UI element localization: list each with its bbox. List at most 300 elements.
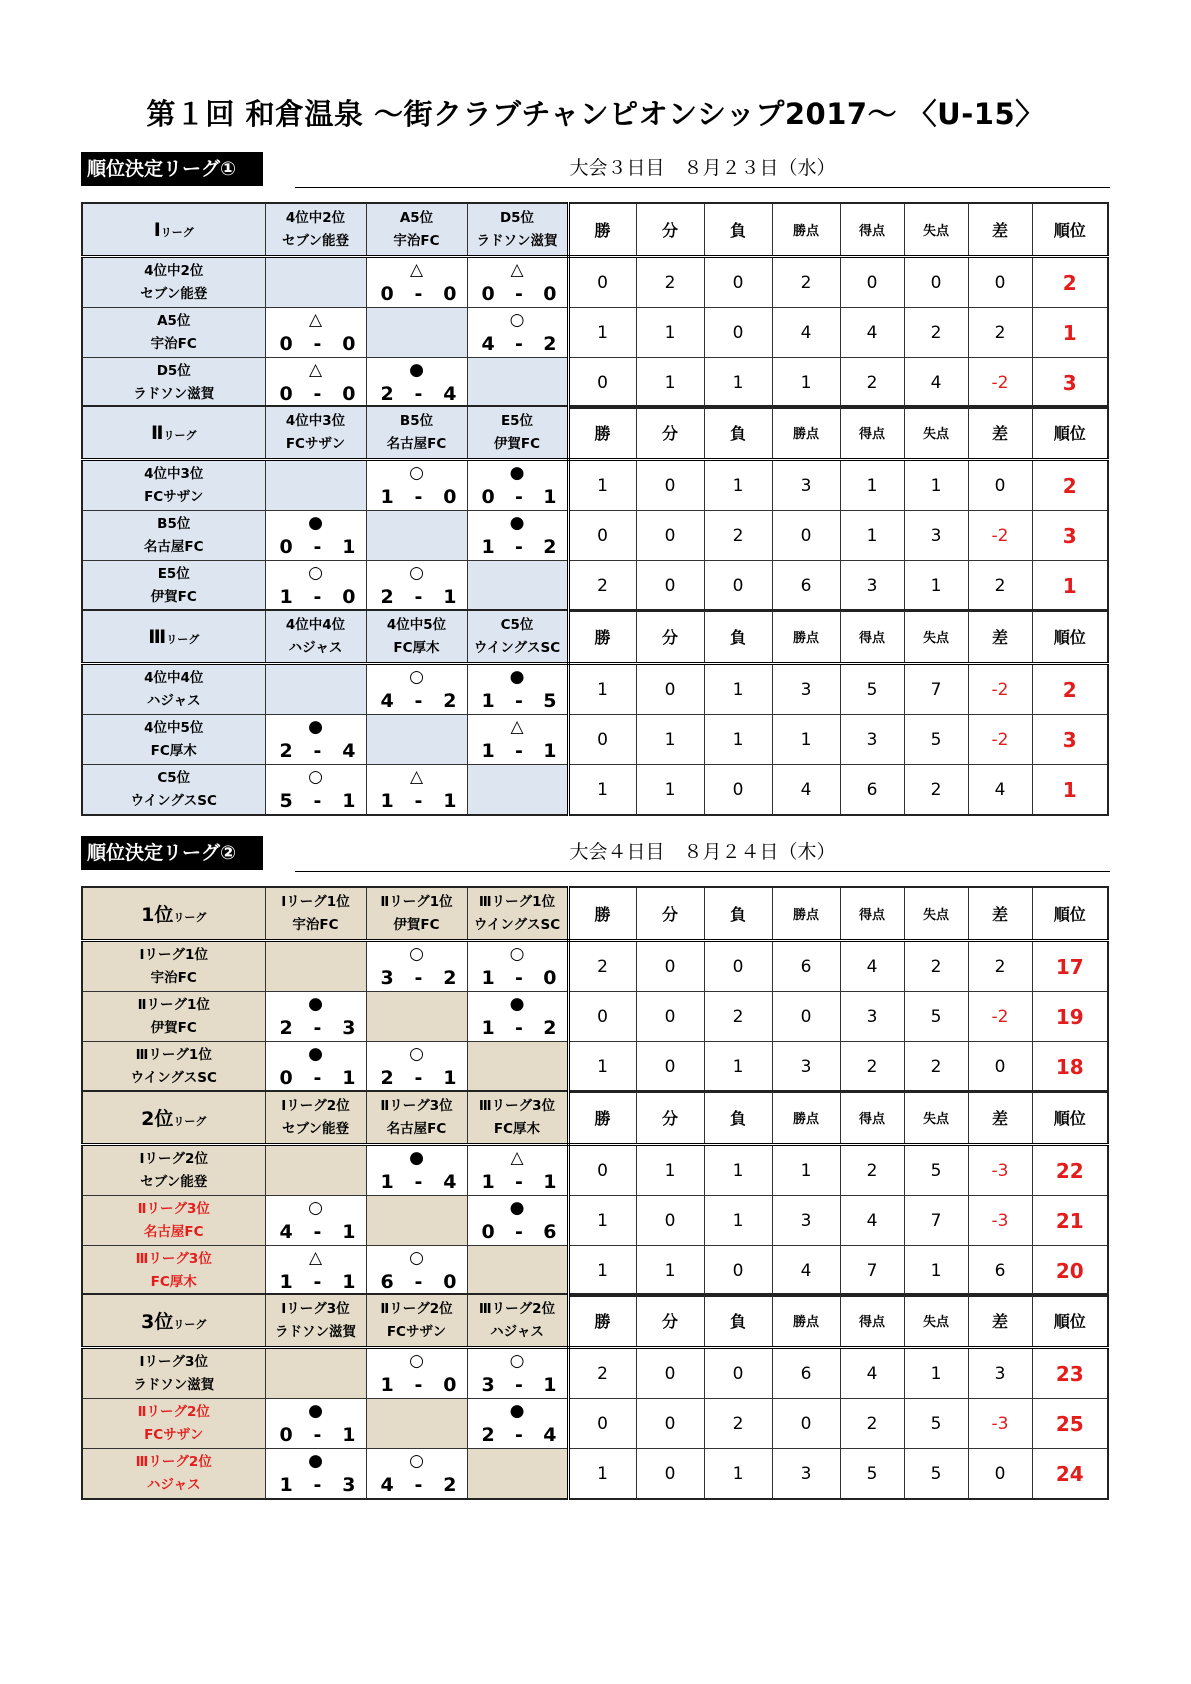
league-name-sub: リーグ	[173, 1318, 207, 1331]
result-symbol: △	[409, 766, 424, 787]
stat-value: -3	[968, 1399, 1032, 1449]
stat-value: 0	[772, 992, 840, 1042]
stat-header: 差	[968, 1294, 1032, 1348]
stat-value: 5	[840, 664, 904, 715]
stat-value: 4	[772, 308, 840, 358]
table-row	[82, 257, 1108, 308]
score-dash: -	[515, 535, 523, 558]
column-team-seed: 4位中2位	[285, 209, 346, 226]
result-symbol: △	[510, 1147, 524, 1168]
result-symbol: ●	[308, 993, 323, 1014]
score-for: 1	[380, 485, 394, 508]
stat-value: 3	[772, 1449, 840, 1500]
score-for: 0	[279, 535, 293, 558]
result-symbol: ○	[409, 1450, 424, 1471]
score-for: 2	[279, 1016, 293, 1039]
score-dash: -	[515, 1373, 523, 1396]
score-for: 1	[481, 739, 495, 762]
stat-value: 2	[968, 561, 1032, 612]
match-result	[366, 1145, 467, 1196]
result-symbol: ○	[409, 562, 424, 583]
row-team-name: 伊賀FC	[150, 588, 197, 605]
match-score	[266, 382, 366, 406]
score-against: 1	[342, 1220, 356, 1243]
league-name-main: Ⅱ	[150, 421, 164, 444]
stat-value: 0	[968, 257, 1032, 308]
match-result	[265, 1196, 366, 1246]
self-match-cell	[467, 561, 568, 612]
score-dash: -	[515, 282, 523, 305]
row-team-name: ハジャス	[146, 1476, 201, 1493]
stat-value: 2	[568, 1348, 636, 1399]
stat-header: 失点	[904, 1091, 968, 1145]
row-team-header	[82, 358, 265, 409]
match-result	[467, 1399, 568, 1449]
score-for: 5	[279, 789, 293, 812]
table-row	[82, 460, 1108, 511]
self-match-cell	[467, 1042, 568, 1093]
stat-value: 0	[568, 715, 636, 765]
stat-value: 7	[904, 1196, 968, 1246]
score-dash: -	[414, 966, 423, 989]
stat-value: -3	[968, 1196, 1032, 1246]
stat-header: 順位	[1032, 406, 1108, 460]
match-score	[367, 1473, 467, 1497]
rank-value: 22	[1032, 1145, 1108, 1196]
row-team-seed: B5位	[157, 515, 191, 532]
stat-value: 3	[840, 561, 904, 612]
score-against: 2	[543, 332, 557, 355]
stat-value: 2	[568, 941, 636, 992]
rank-value: 18	[1032, 1042, 1108, 1093]
match-result	[467, 1196, 568, 1246]
column-team-header	[265, 406, 366, 460]
score-against: 1	[342, 1066, 356, 1089]
column-team-name: 名古屋FC	[386, 1120, 447, 1137]
score-against: 6	[543, 1220, 557, 1243]
row-team-header	[82, 1348, 265, 1399]
stat-value: 1	[568, 1042, 636, 1093]
stat-value: 5	[904, 1399, 968, 1449]
column-team-header	[265, 610, 366, 664]
score-for: 2	[279, 739, 293, 762]
score-for: 2	[380, 382, 394, 405]
row-team-header	[82, 765, 265, 816]
league-header-row	[82, 1091, 1108, 1145]
column-team-seed: C5位	[500, 616, 534, 633]
match-score	[367, 1066, 467, 1090]
stat-header: 勝点	[772, 887, 840, 941]
result-symbol: ○	[409, 1043, 424, 1064]
stat-value: 1	[772, 1145, 840, 1196]
stat-header: 勝	[568, 406, 636, 460]
stat-value: 0	[568, 1145, 636, 1196]
stat-value: 2	[568, 561, 636, 612]
column-team-header	[366, 406, 467, 460]
stat-value: 1	[772, 358, 840, 409]
stat-value: 1	[568, 664, 636, 715]
column-team-seed: Ⅰリーグ3位	[281, 1300, 350, 1317]
stat-value: 4	[772, 1246, 840, 1297]
row-team-name: セブン能登	[140, 285, 208, 302]
match-score	[367, 966, 467, 990]
score-against: 4	[443, 1170, 457, 1193]
stat-value: 1	[904, 561, 968, 612]
section-label: 順位決定リーグ②	[81, 836, 263, 870]
stat-value: 1	[840, 511, 904, 561]
match-score	[468, 1170, 567, 1194]
column-team-seed: Ⅱリーグ3位	[380, 1097, 453, 1114]
stat-value: 0	[704, 1246, 772, 1297]
row-team-name: FC厚木	[150, 742, 197, 759]
self-match-cell	[265, 941, 366, 992]
match-score	[468, 689, 567, 713]
match-score	[266, 1066, 366, 1090]
stat-value: 1	[840, 460, 904, 511]
score-dash: -	[313, 1220, 322, 1243]
score-against: 5	[543, 689, 557, 712]
match-score	[468, 966, 567, 990]
score-for: 3	[481, 1373, 495, 1396]
match-result	[467, 941, 568, 992]
stat-value: 0	[568, 257, 636, 308]
rank-value: 1	[1032, 561, 1108, 612]
score-against: 3	[342, 1473, 356, 1496]
self-match-cell	[366, 992, 467, 1042]
self-match-cell	[366, 1196, 467, 1246]
table-row	[82, 1196, 1108, 1246]
row-team-name: FCサザン	[144, 1426, 204, 1443]
stat-value: 0	[968, 460, 1032, 511]
match-result	[366, 765, 467, 816]
score-for: 1	[380, 1170, 394, 1193]
stat-value: 7	[904, 664, 968, 715]
score-dash: -	[515, 1170, 523, 1193]
league-name-sub: リーグ	[173, 911, 207, 924]
stat-value: 3	[772, 664, 840, 715]
score-dash: -	[414, 1373, 423, 1396]
score-for: 1	[279, 585, 293, 608]
rank-value: 21	[1032, 1196, 1108, 1246]
row-team-header	[82, 308, 265, 358]
score-against: 2	[543, 1016, 557, 1039]
score-for: 2	[481, 1423, 495, 1446]
match-score	[367, 485, 467, 509]
match-result	[366, 460, 467, 511]
rank-value: 2	[1032, 460, 1108, 511]
row-team-seed: 4位中5位	[144, 719, 204, 736]
match-score	[468, 1423, 567, 1447]
stat-value: 0	[636, 561, 704, 612]
match-score	[266, 1423, 366, 1447]
stat-header: 順位	[1032, 610, 1108, 664]
stat-value: 1	[636, 358, 704, 409]
column-team-seed: Ⅰリーグ1位	[281, 893, 350, 910]
match-result	[366, 358, 467, 409]
table-row	[82, 992, 1108, 1042]
stat-value: 1	[568, 765, 636, 816]
column-team-header	[366, 610, 467, 664]
score-dash: -	[515, 739, 523, 762]
result-symbol: ○	[308, 1197, 323, 1218]
stat-header: 分	[636, 887, 704, 941]
league-name	[82, 610, 265, 664]
match-score	[468, 485, 567, 509]
score-against: 4	[543, 1423, 557, 1446]
match-score	[468, 282, 567, 306]
column-team-seed: 4位中4位	[285, 616, 346, 633]
row-team-name: 伊賀FC	[150, 1019, 197, 1036]
result-symbol: ○	[409, 943, 424, 964]
stat-header: 勝	[568, 1294, 636, 1348]
row-team-seed: Ⅰリーグ1位	[139, 946, 208, 963]
rank-value: 20	[1032, 1246, 1108, 1297]
column-team-header	[265, 887, 366, 941]
stat-value: 4	[904, 358, 968, 409]
stat-header: 失点	[904, 406, 968, 460]
league-name-sub: リーグ	[160, 225, 194, 239]
row-team-name: ウイングスSC	[130, 1069, 217, 1086]
league-name-main: Ⅰ	[153, 218, 161, 241]
stat-value: 1	[568, 1196, 636, 1246]
table-row	[82, 1348, 1108, 1399]
stat-header: 差	[968, 1091, 1032, 1145]
stat-value: 3	[772, 1196, 840, 1246]
score-for: 1	[380, 789, 394, 812]
table-row	[82, 1042, 1108, 1093]
score-against: 1	[443, 585, 457, 608]
page-title: 第１回 和倉温泉 ～街クラブチャンピオンシップ2017～ 〈U-15〉	[146, 97, 1045, 131]
stat-value: 0	[636, 1399, 704, 1449]
league-name-main: 3位	[141, 1311, 174, 1333]
column-team-name: ハジャス	[490, 1323, 544, 1340]
table-row	[82, 1246, 1108, 1297]
result-symbol: ●	[509, 462, 525, 483]
stat-value: -2	[968, 715, 1032, 765]
stat-value: 1	[568, 1246, 636, 1297]
stat-header: 分	[636, 1091, 704, 1145]
row-team-header	[82, 460, 265, 511]
column-team-seed: A5位	[399, 209, 434, 226]
score-for: 0	[279, 332, 293, 355]
stat-value: 6	[840, 765, 904, 816]
score-for: 2	[380, 1066, 394, 1089]
stat-header: 差	[968, 203, 1032, 257]
stat-value: 0	[968, 1042, 1032, 1093]
stat-value: 2	[968, 941, 1032, 992]
score-dash: -	[414, 1170, 423, 1193]
league-name	[82, 406, 265, 460]
stat-header: 得点	[840, 1091, 904, 1145]
stat-value: 2	[904, 1042, 968, 1093]
match-result	[467, 715, 568, 765]
stat-header: 失点	[904, 203, 968, 257]
score-for: 1	[481, 535, 495, 558]
stat-value: 0	[636, 1196, 704, 1246]
result-symbol: △	[308, 359, 323, 380]
column-team-header	[467, 610, 568, 664]
league-header-row	[82, 203, 1108, 257]
column-team-header	[366, 203, 467, 257]
score-against: 2	[443, 689, 457, 712]
score-against: 1	[543, 485, 557, 508]
score-for: 3	[380, 966, 394, 989]
column-team-name: セブン能登	[282, 1120, 349, 1137]
score-dash: -	[515, 485, 523, 508]
score-dash: -	[414, 1270, 423, 1293]
score-dash: -	[313, 789, 322, 812]
row-team-seed: Ⅱリーグ3位	[137, 1200, 210, 1217]
stat-value: 0	[704, 257, 772, 308]
stat-header: 負	[704, 1091, 772, 1145]
score-for: 0	[481, 1220, 495, 1243]
stat-value: 0	[968, 1449, 1032, 1500]
stat-value: 7	[840, 1246, 904, 1297]
rank-value: 3	[1032, 358, 1108, 409]
match-score	[266, 1270, 366, 1294]
stat-header: 得点	[840, 406, 904, 460]
stat-value: 1	[704, 715, 772, 765]
result-symbol: ●	[509, 993, 525, 1014]
column-team-name: セブン能登	[282, 232, 349, 249]
score-dash: -	[313, 1270, 322, 1293]
match-score	[266, 1473, 366, 1497]
score-for: 0	[279, 1423, 293, 1446]
self-match-cell	[265, 1145, 366, 1196]
rank-value: 17	[1032, 941, 1108, 992]
row-team-header	[82, 1449, 265, 1500]
score-dash: -	[313, 332, 322, 355]
stat-value: 3	[904, 511, 968, 561]
stat-value: 0	[704, 308, 772, 358]
stat-value: 0	[636, 460, 704, 511]
stat-value: 2	[840, 1042, 904, 1093]
stat-value: 3	[772, 1042, 840, 1093]
row-team-seed: C5位	[157, 769, 191, 786]
self-match-cell	[265, 1348, 366, 1399]
score-dash: -	[414, 1066, 423, 1089]
result-symbol: ●	[308, 1043, 323, 1064]
section-label: 順位決定リーグ①	[81, 152, 263, 186]
row-team-header	[82, 561, 265, 612]
result-symbol: ○	[409, 666, 424, 687]
column-team-seed: D5位	[499, 209, 535, 226]
stat-value: 4	[968, 765, 1032, 816]
table-row	[82, 358, 1108, 409]
column-team-seed: B5位	[399, 412, 434, 429]
score-for: 1	[481, 1170, 495, 1193]
score-against: 0	[342, 585, 356, 608]
stat-header: 分	[636, 610, 704, 664]
score-against: 0	[443, 1373, 457, 1396]
column-team-name: 宇治FC	[393, 232, 440, 249]
stat-value: 4	[840, 1348, 904, 1399]
stat-value: 3	[840, 715, 904, 765]
rank-value: 3	[1032, 715, 1108, 765]
stat-header: 勝点	[772, 610, 840, 664]
column-team-name: FC厚木	[493, 1120, 541, 1137]
row-team-name: 宇治FC	[150, 969, 197, 986]
row-team-seed: Ⅰリーグ3位	[139, 1353, 208, 1370]
stat-value: 6	[772, 941, 840, 992]
score-against: 0	[443, 1270, 457, 1293]
stat-value: 6	[772, 1348, 840, 1399]
score-against: 0	[342, 382, 356, 405]
stat-value: 0	[704, 1348, 772, 1399]
match-result	[265, 715, 366, 765]
stat-value: 4	[840, 1196, 904, 1246]
stat-value: 2	[904, 941, 968, 992]
stat-value: 0	[840, 257, 904, 308]
match-result	[366, 941, 467, 992]
score-for: 4	[481, 332, 495, 355]
stat-value: 0	[636, 941, 704, 992]
result-symbol: ○	[308, 766, 323, 787]
table-row	[82, 308, 1108, 358]
self-match-cell	[366, 1399, 467, 1449]
stat-value: 2	[968, 308, 1032, 358]
match-score	[468, 332, 567, 356]
stat-value: 0	[568, 1399, 636, 1449]
stat-header: 差	[968, 887, 1032, 941]
row-team-seed: Ⅲリーグ3位	[135, 1250, 212, 1267]
match-result	[265, 561, 366, 612]
stat-value: 1	[636, 308, 704, 358]
column-team-seed: 4位中3位	[285, 412, 346, 429]
result-symbol: ●	[509, 1197, 525, 1218]
score-for: 0	[380, 282, 394, 305]
self-match-cell	[265, 257, 366, 308]
result-symbol: ●	[308, 1400, 323, 1421]
result-symbol: ●	[308, 1450, 323, 1471]
stat-value: 1	[636, 765, 704, 816]
stat-value: 1	[704, 1449, 772, 1500]
column-team-header	[467, 203, 568, 257]
match-result	[467, 257, 568, 308]
score-dash: -	[515, 1423, 523, 1446]
score-for: 0	[481, 282, 495, 305]
league-header-row	[82, 1294, 1108, 1348]
stat-value: 2	[704, 511, 772, 561]
match-result	[467, 460, 568, 511]
stat-value: 6	[772, 561, 840, 612]
self-match-cell	[265, 460, 366, 511]
match-result	[467, 1348, 568, 1399]
match-score	[468, 535, 567, 559]
self-match-cell	[467, 765, 568, 816]
match-result	[467, 308, 568, 358]
league-table	[81, 609, 1109, 816]
match-result	[366, 1246, 467, 1297]
stat-value: 5	[904, 1449, 968, 1500]
score-dash: -	[313, 1066, 322, 1089]
stat-header: 勝	[568, 1091, 636, 1145]
stat-header: 得点	[840, 1294, 904, 1348]
stat-header: 失点	[904, 610, 968, 664]
stat-value: 5	[840, 1449, 904, 1500]
rank-value: 25	[1032, 1399, 1108, 1449]
score-against: 0	[443, 282, 457, 305]
stat-header: 順位	[1032, 1294, 1108, 1348]
league-header-row	[82, 406, 1108, 460]
match-result	[366, 1449, 467, 1500]
league-header-row	[82, 610, 1108, 664]
match-score	[468, 1373, 567, 1397]
result-symbol: △	[510, 259, 524, 280]
stat-value: 4	[840, 308, 904, 358]
column-team-name: ウイングスSC	[473, 639, 561, 656]
league-table	[81, 1293, 1109, 1500]
